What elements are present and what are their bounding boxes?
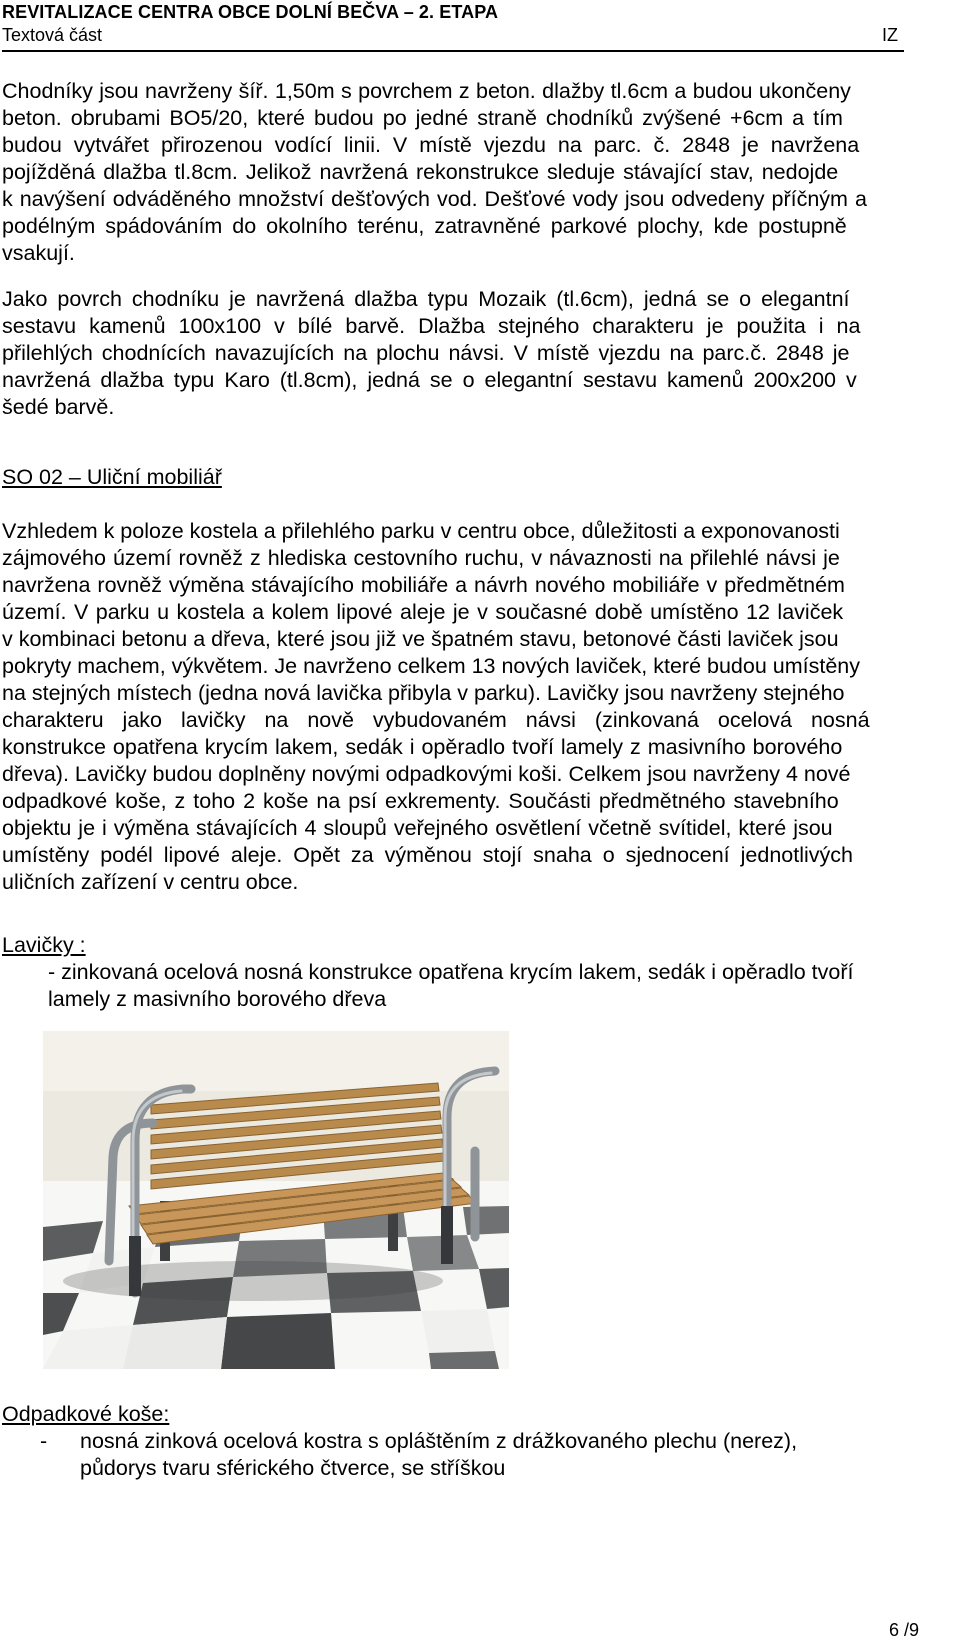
text-line: pojížděná dlažba tl.8cm. Jelikož navržená rekonstrukce sleduje stávající stav, nedojde: [2, 160, 839, 184]
text-line: podélným spádováním do okolního terénu, zatravněné parkové plochy, kde postupně: [2, 214, 847, 238]
text-line: Chodníky jsou navrženy šíř. 1,50m s povrchem z beton. dlažby tl.6cm a budou ukončeny: [2, 79, 851, 103]
bins-item-line: nosná zinková ocelová kostra s opláštěním z drážkovaného plechu (nerez),: [80, 1429, 798, 1453]
text-line: v kombinaci betonu a dřeva, které jsou již ve špatném stavu, betonové části laviček jsou: [2, 627, 839, 651]
section-heading: SO 02 – Uliční mobiliář: [2, 465, 222, 489]
paragraph-paving: [2, 286, 956, 421]
bins-item-line: půdorys tvaru sférického čtverce, se stříškou: [80, 1456, 506, 1480]
text-line: beton. obrubami BO5/20, které budou po jedné straně chodníků zvýšené +6cm a tím: [2, 106, 843, 130]
page-number: 6 /9: [889, 1620, 920, 1640]
text-line: zájmového území rovněž z hlediska cestovního ruchu, v návaznosti na přilehlé návsi je: [2, 546, 840, 570]
text-line: dřeva). Lavičky budou doplněny novými odpadkovými koši. Celkem jsou navrženy 4 nové: [2, 762, 851, 786]
document-subtitle: Textová část: [2, 25, 103, 45]
benches-heading: Lavičky :: [2, 933, 86, 957]
text-line: šedé barvě.: [2, 395, 115, 419]
text-line: k navýšení odváděného množství dešťových vod. Dešťové vody jsou odvedeny příčným a: [2, 187, 867, 211]
text-line: pokryty machem, výkvětem. Je navrženo celkem 13 nových laviček, které budou umístěny: [2, 654, 860, 678]
text-line: sestavu kamenů 100x100 v bílé barvě. Dlažba stejného charakteru je použita i na: [2, 314, 861, 338]
text-line: navržená dlažba typu Karo (tl.8cm), jedná se o elegantní sestavu kamenů 200x200 v: [2, 368, 857, 392]
text-line: přilehlých chodnících navazujících na plochu návsi. V místě vjezdu na parc.č. 2848 je: [2, 341, 850, 365]
text-line: umístěny podél lipové aleje. Opět za výměnou stojí snaha o sjednocení jednotlivých: [2, 843, 853, 867]
text-line: uličních zařízení v centru obce.: [2, 870, 299, 894]
text-line: objektu je i výměna stávajících 4 sloupů veřejného osvětlení včetně svítidel, které jsou: [2, 816, 833, 840]
benches-item-line: lamely z masivního borového dřeva: [48, 987, 387, 1011]
document-title: REVITALIZACE CENTRA OBCE DOLNÍ BEČVA – 2. ETAPA: [2, 2, 499, 22]
bins-heading: Odpadkové koše:: [2, 1402, 170, 1426]
paragraph-furniture: [2, 518, 956, 896]
text-line: odpadkové koše, z toho 2 koše na psí exkrementy. Součásti předmětného stavebního: [2, 789, 839, 813]
text-line: konstrukce opatřena krycím lakem, sedák i opěradlo tvoří lamely z masivního borového: [2, 735, 843, 759]
text-line: vsakují.: [2, 241, 75, 265]
benches-item-line: - zinkovaná ocelová nosná konstrukce opatřena krycím lakem, sedák i opěradlo tvoří: [48, 960, 854, 984]
text-line: charakteru jako lavičky na nově vybudovaném návsi (zinkovaná ocelová nosná: [2, 708, 870, 732]
document-code: IZ: [882, 25, 898, 45]
text-line: navržena rovněž výměna stávajícího mobiliáře a návrh nového mobiliáře v předmětném: [2, 573, 845, 597]
bench-photo: [43, 1031, 509, 1369]
text-line: na stejných místech (jedna nová lavička přibyla v parku). Lavičky jsou navrženy stejného: [2, 681, 845, 705]
text-line: budou vytvářet přirozenou vodící linii. V místě vjezdu na parc. č. 2848 je navržena: [2, 133, 860, 157]
bins-item-dash: -: [40, 1429, 48, 1453]
text-line: Jako povrch chodníku je navržená dlažba typu Mozaik (tl.6cm), jedná se o elegantní: [2, 287, 850, 311]
text-line: území. V parku u kostela a kolem lipové aleje je v současné době umístěno 12 laviček: [2, 600, 844, 624]
text-line: Vzhledem k poloze kostela a přilehlého parku v centru obce, důležitosti a exponovanosti: [2, 519, 840, 543]
paragraph-sidewalks: [2, 78, 956, 267]
page-header: [2, 0, 904, 52]
